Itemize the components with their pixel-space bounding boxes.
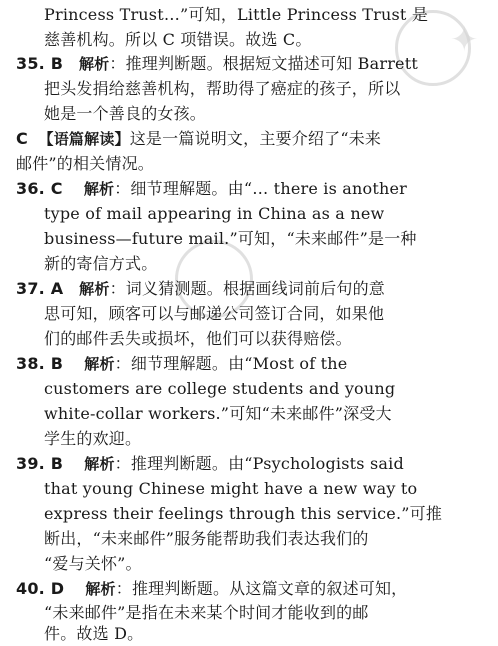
- line-25: [44, 621, 498, 646]
- line-text: white-collar workers.”可知“未来邮件”深受大: [44, 404, 392, 423]
- line-13: [44, 326, 498, 351]
- analysis-label: 解析: [84, 455, 115, 473]
- question-number: 38. B: [16, 354, 64, 373]
- line-19: [44, 476, 498, 501]
- line-text: 慈善机构。所以 C 项错误。故选 C。: [44, 30, 312, 49]
- question-36: [16, 176, 498, 201]
- line-12: [44, 301, 498, 326]
- line-9: [44, 226, 498, 251]
- line-10: [44, 251, 498, 276]
- line-text: 邮件”的相关情况。: [16, 154, 154, 173]
- line-text: Princess Trust…”可知，Little Princess Trust 是: [44, 5, 429, 24]
- line-16: [44, 401, 498, 426]
- question-39: [16, 451, 498, 476]
- question-number: 35. B: [16, 54, 64, 73]
- line-text: 们的邮件丢失或损坏，他们可以获得赔偿。: [44, 329, 352, 348]
- line-0: [44, 2, 498, 27]
- line-text: ：推理判断题。根据短文描述可知 Barrett: [109, 54, 418, 73]
- line-text: 学生的欢迎。: [44, 429, 142, 448]
- analysis-label: 解析: [78, 55, 110, 73]
- line-6: [16, 151, 498, 176]
- line-text: ：词义猜测题。根据画线词前后句的意: [109, 279, 385, 298]
- analysis-label: 解析: [79, 280, 110, 298]
- analysis-label: 解析: [85, 580, 116, 598]
- line-text: 把头发捐给慈善机构，帮助得了癌症的孩子，所以: [44, 79, 401, 98]
- line-text: 件。故选 D。: [44, 624, 144, 643]
- question-40: [16, 576, 498, 601]
- line-text: 断出，“未来邮件”服务能帮助我们表达我们的: [44, 529, 369, 548]
- line-text: 她是一个善良的女孩。: [44, 104, 207, 123]
- line-text: business—future mail.”可知，“未来邮件”是一种: [44, 229, 417, 248]
- question-35: [16, 51, 498, 76]
- line-text: type of mail appearing in China as a new: [44, 204, 385, 223]
- line-text: express their feelings through this service.”可推: [44, 504, 443, 523]
- section-heading: 【语篇解读】: [38, 130, 130, 148]
- question-number: 36. C: [16, 179, 63, 198]
- line-text: ：推理判断题。由“Psychologists said: [114, 454, 404, 473]
- question-37: [16, 276, 498, 301]
- line-8: [44, 201, 498, 226]
- line-text: customers are college students and young: [44, 379, 396, 398]
- question-number: 37. A: [16, 279, 64, 298]
- line-21: [44, 526, 498, 551]
- line-text: 新的寄信方式。: [44, 254, 158, 273]
- watermark-mark-top-right: ✦: [450, 20, 479, 60]
- line-15: [44, 376, 498, 401]
- line-17: [44, 426, 498, 451]
- analysis-label: 解析: [83, 180, 115, 198]
- analysis-label: 解析: [84, 355, 115, 373]
- line-text: ：细节理解题。由“Most of the: [114, 354, 348, 373]
- passage-letter: C: [16, 129, 28, 148]
- question-number: 39. B: [16, 454, 64, 473]
- line-text: ：细节理解题。由“… there is another: [114, 179, 408, 198]
- line-text: “未来邮件”是指在未来某个时间才能收到的邮: [44, 603, 369, 622]
- passage-intro: [16, 126, 498, 151]
- line-text: “爱与关怀”。: [44, 554, 142, 573]
- line-text: that young Chinese might have a new way to: [44, 479, 418, 498]
- question-number: 40. D: [16, 579, 65, 598]
- line-1: [44, 27, 498, 52]
- line-3: [44, 76, 498, 101]
- line-text: 思可知，顾客可以与邮递公司签订合同，如果他: [44, 304, 385, 323]
- line-text: ：推理判断题。从这篇文章的叙述可知，: [115, 579, 408, 598]
- line-22: [44, 551, 498, 576]
- line-4: [44, 101, 498, 126]
- question-38: [16, 351, 498, 376]
- line-text: 这是一篇说明文，主要介绍了“未来: [129, 129, 382, 148]
- line-20: [44, 501, 498, 526]
